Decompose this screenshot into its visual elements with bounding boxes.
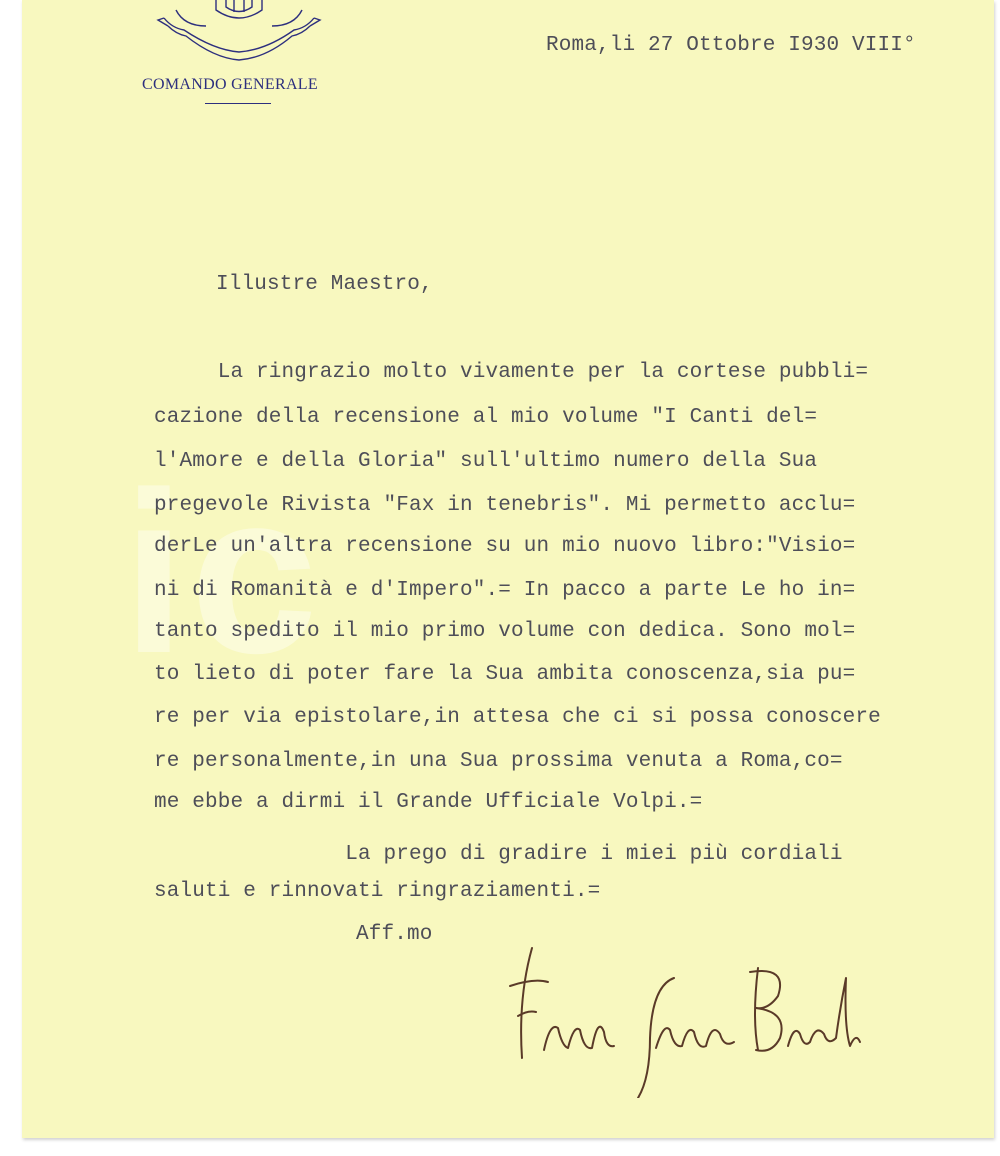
body-line: ni di Romanità e d'Impero".= In pacco a parte Le ho in= <box>154 579 856 602</box>
body-line: La ringrazio molto vivamente per la cortese pubbli= <box>154 361 869 384</box>
letterhead-department: COMANDO GENERALE <box>142 76 318 93</box>
closing-line: La prego di gradire i miei più cordiali <box>154 843 843 866</box>
body-line: to lieto di poter fare la Sua ambita conoscenza,sia pu= <box>154 663 856 686</box>
body-line: re personalmente,in una Sua prossima venuta a Roma,co= <box>154 750 843 773</box>
body-line: tanto spedito il mio primo volume con dedica. Sono mol= <box>154 620 856 643</box>
watermark: ic <box>122 444 322 701</box>
handwritten-signature <box>488 938 888 1098</box>
date-line: Roma,li 27 Ottobre I930 VIII° <box>546 34 916 57</box>
letterhead-divider <box>205 103 271 104</box>
body-line: re per via epistolare,in attesa che ci si possa conoscere <box>154 706 881 729</box>
letter-sheet <box>22 0 994 1138</box>
closing-line: saluti e rinnovati ringraziamenti.= <box>154 880 601 903</box>
body-line: pregevole Rivista "Fax in tenebris". Mi permetto acclu= <box>154 494 856 517</box>
body-line: derLe un'altra recensione su un mio nuovo libro:"Visio= <box>154 535 856 558</box>
body-line: l'Amore e della Gloria" sull'ultimo numero della Sua <box>154 450 818 473</box>
emblem-icon <box>154 0 324 72</box>
valediction: Aff.mo <box>356 923 433 946</box>
salutation: Illustre Maestro, <box>216 273 433 296</box>
body-line: me ebbe a dirmi il Grande Ufficiale Volpi.= <box>154 791 703 814</box>
body-line: cazione della recensione al mio volume "I Canti del= <box>154 406 818 429</box>
